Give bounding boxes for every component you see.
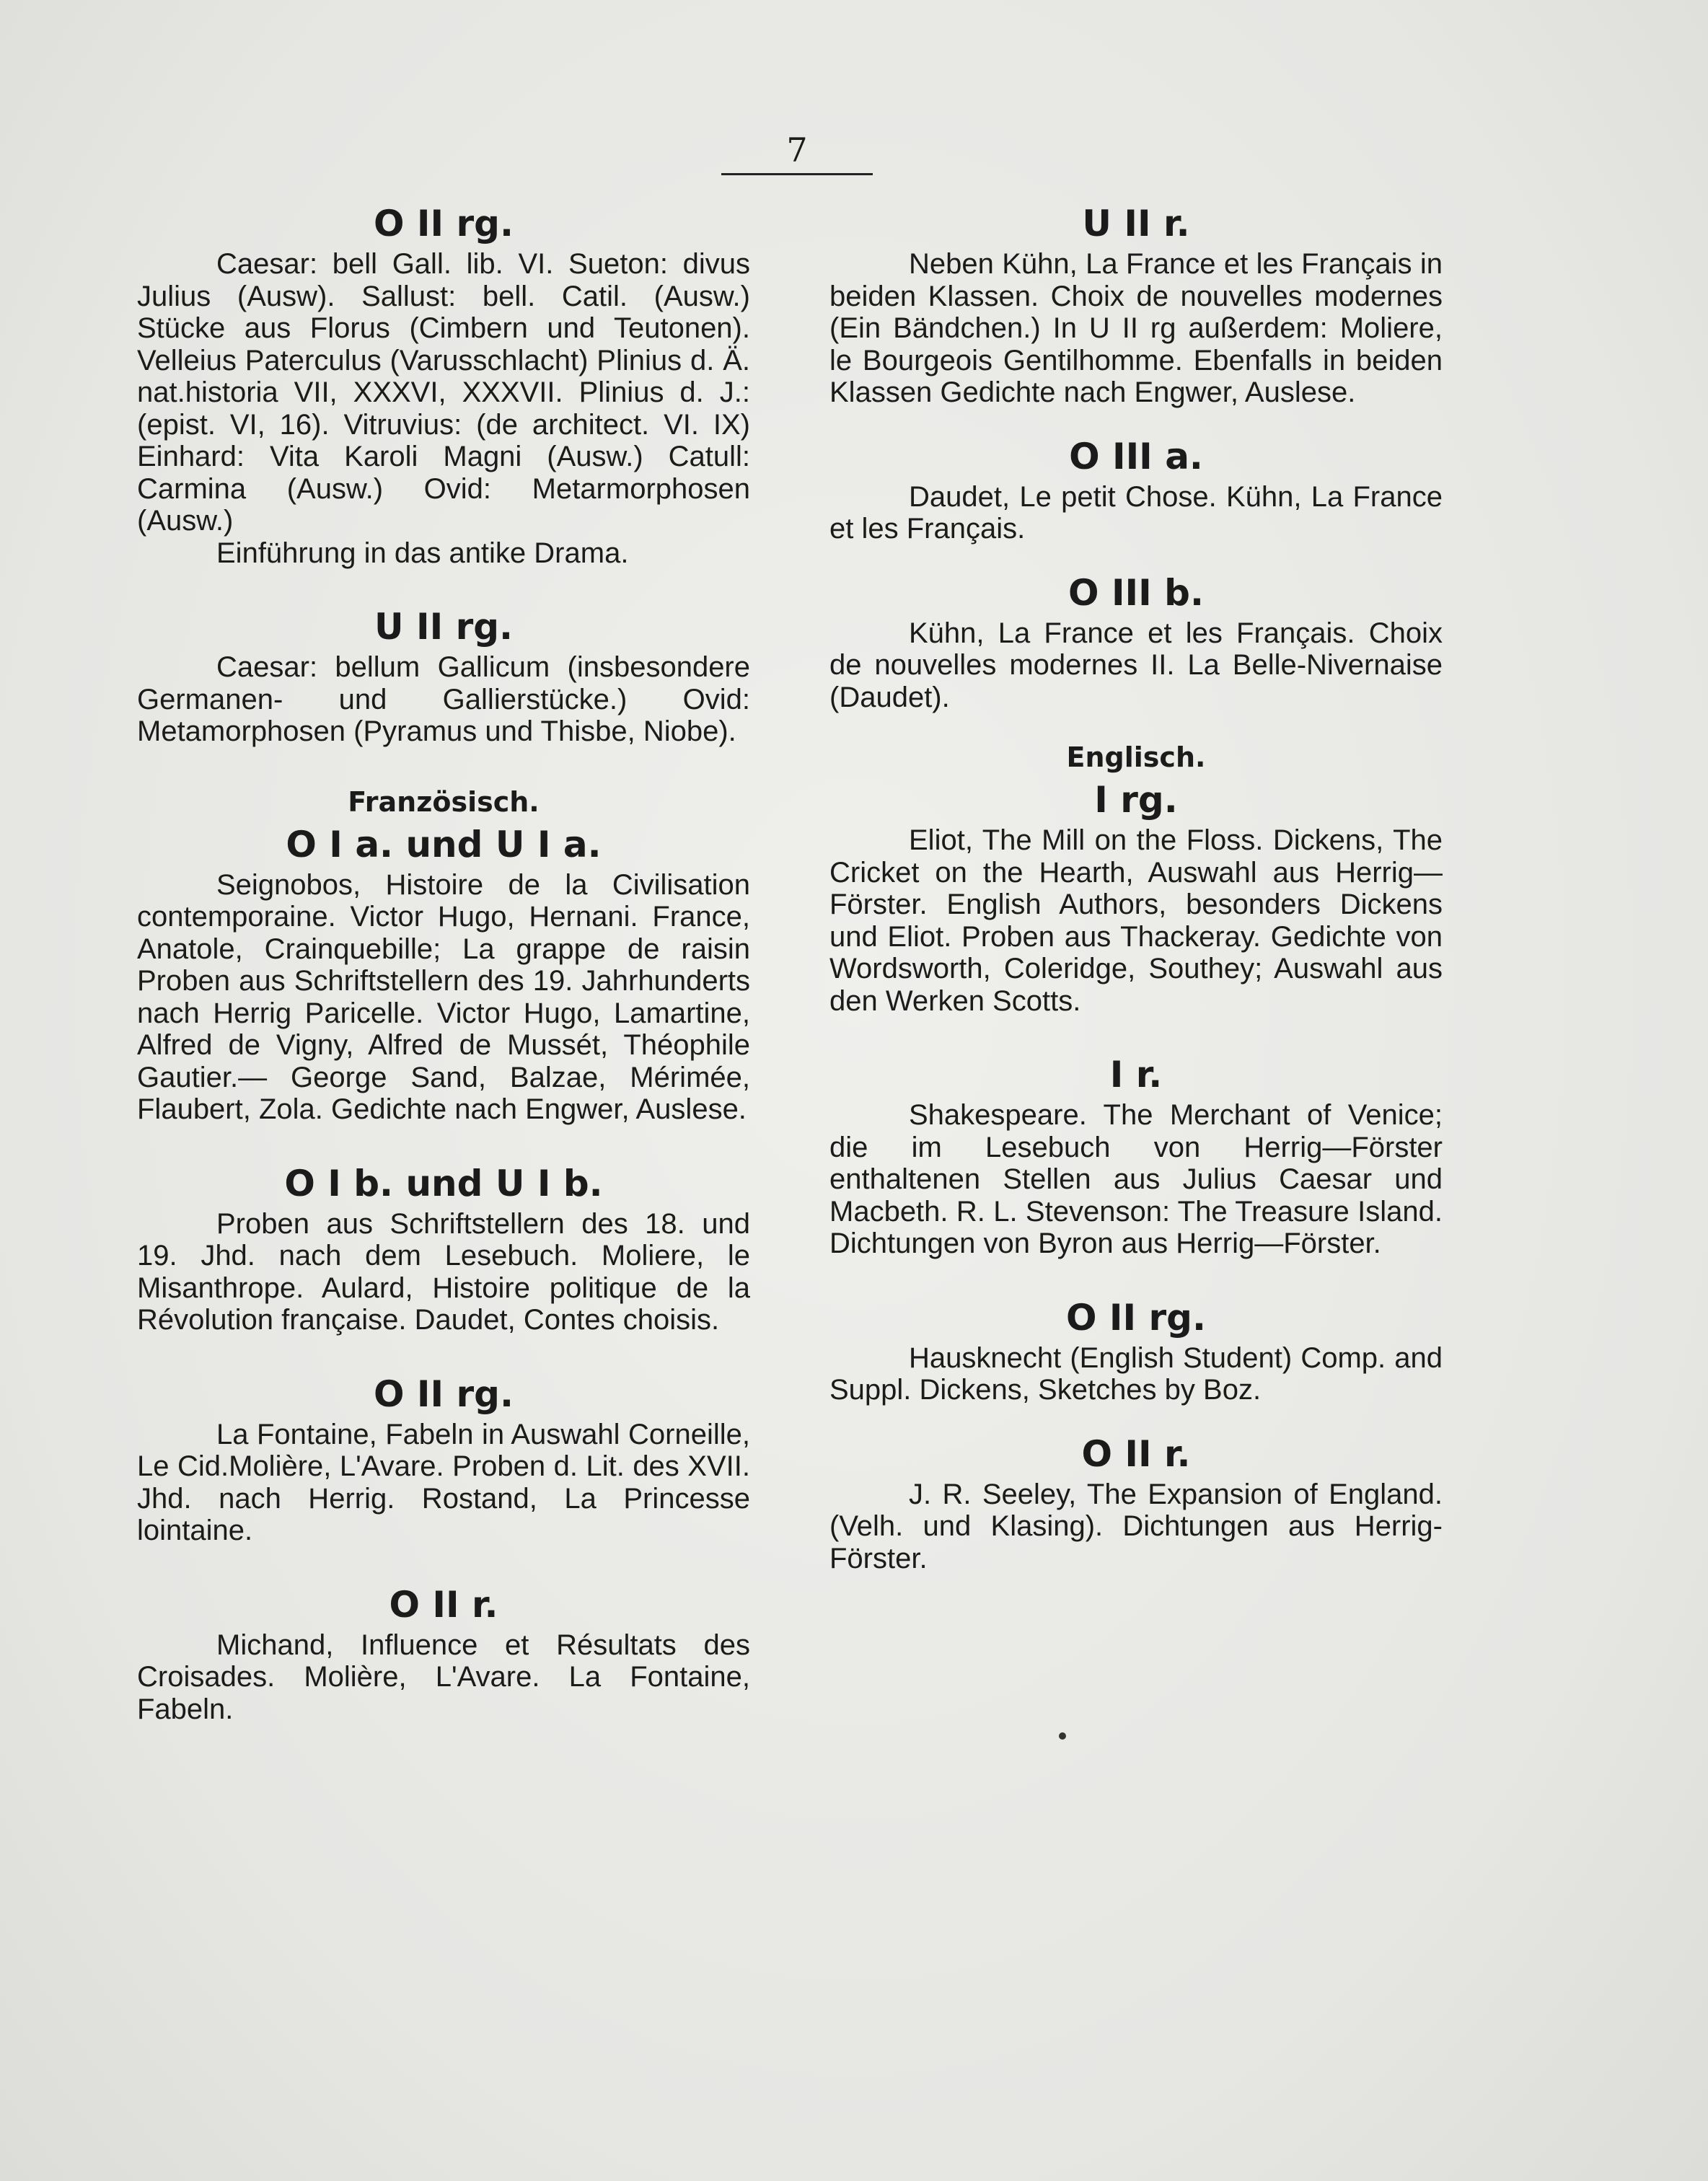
section-i-r [829, 1053, 1443, 1260]
section-franzoesisch-o-i-a [137, 784, 750, 1126]
section-heading: O II rg. [374, 1373, 514, 1415]
subject-heading: Englisch. [1066, 741, 1206, 773]
section-heading: U II rg. [374, 606, 514, 648]
section-text: La Fontaine, Fabeln in Auswahl Corneille, Le Cid.Molière, L'Avare. Proben d. Lit. des XVII. Jhd. nach Herrig. Rostand, La Princesse lointaine. [137, 1418, 750, 1546]
section-text: Eliot, The Mill on the Floss. Dickens, The Cricket on the Hearth, Auswahl aus Herrig—Förster. English Authors, besonders Dickens und Eliot. Proben aus Thackeray. Gedichte von Wordsworth, Coleridge, Southey; Auswahl aus den Werken Scotts. [829, 824, 1443, 1017]
section-text: J. R. Seeley, The Expansion of England. (Velh. und Klasing). Dichtungen aus Herrig-Förster. [829, 1478, 1443, 1574]
section-heading: I rg. [1094, 779, 1178, 821]
section-text: Kühn, La France et les Français. Choix de nouvelles modernes II. La Belle-Nivernaise (Daudet). [829, 617, 1443, 713]
section-text: Seignobos, Histoire de la Civilisation contemporaine. Victor Hugo, Hernani. France, Anatole, Crainquebille; La grappe de raisin Proben aus Schriftstellern des 19. Jahrhunderts nach Herrig Paricelle. Victor Hugo, Lamartine, Alfred de Vigny, Alfred de Mussét, Théophile Gautier.— George Sand, Balzae, Mérimée, Flaubert, Zola. Gedichte nach Engwer, Auslese. [137, 868, 750, 1125]
section-o-i-b [137, 1162, 750, 1336]
section-latin-o-ii-rg [137, 202, 750, 569]
section-heading: O I a. und U I a. [286, 823, 602, 865]
section-o-ii-r-french [137, 1583, 750, 1726]
section-text: Hausknecht (English Student) Comp. and Suppl. Dickens, Sketches by Boz. [829, 1341, 1443, 1406]
section-heading: O II r. [1081, 1432, 1191, 1475]
section-latin-u-ii-rg [137, 605, 750, 748]
section-heading: O III a. [1069, 435, 1203, 477]
section-text: Einführung in das antike Drama. [216, 537, 629, 569]
section-heading: O II r. [389, 1583, 498, 1626]
section-heading: I r. [1109, 1054, 1163, 1096]
section-text: Neben Kühn, La France et les Français in beiden Klassen. Choix de nouvelles modernes (Ein Bändchen.) In U II rg außerdem: Moliere, le Bourgeois Gentilhomme. Ebenfalls in beiden Klassen Gedichte nach Engwer, Auslese. [829, 248, 1443, 408]
right-column [829, 202, 1443, 1574]
section-o-ii-r-english [829, 1432, 1443, 1575]
page-number: 7 [786, 131, 808, 169]
page-number-rule [721, 173, 873, 175]
section-text: Michand, Influence et Résultats des Croisades. Molière, L'Avare. La Fontaine, Fabeln. [137, 1629, 750, 1725]
section-text: Caesar: bellum Gallicum (insbesondere Germanen- und Gallierstücke.) Ovid: Metamorphosen (Pyramus und Thisbe, Niobe). [137, 651, 750, 747]
section-o-iii-b [829, 571, 1443, 714]
section-o-iii-a [829, 435, 1443, 545]
left-column [137, 202, 750, 1725]
section-englisch-i-rg [829, 739, 1443, 1017]
section-text: Proben aus Schriftstellern des 18. und 19. Jhd. nach dem Lesebuch. Moliere, le Misanthrope. Aulard, Histoire politique de la Révolution française. Daudet, Contes choisis. [137, 1207, 750, 1336]
section-heading: O II rg. [374, 203, 514, 244]
section-text: Shakespeare. The Merchant of Venice; die im Lesebuch von Herrig—Förster enthaltenen Stellen aus Julius Caesar und Macbeth. R. L. Stevenson: The Treasure Island. Dichtungen von Byron aus Herrig—Förster. [829, 1099, 1443, 1259]
subject-heading: Französisch. [348, 785, 540, 818]
ink-speck [1059, 1732, 1066, 1740]
section-text: Daudet, Le petit Chose. Kühn, La France et les Français. [829, 480, 1443, 545]
section-heading: U II r. [1082, 203, 1190, 244]
section-heading: O II rg. [1066, 1296, 1206, 1339]
section-u-ii-r [829, 202, 1443, 409]
section-o-ii-rg-english [829, 1296, 1443, 1406]
section-heading: O I b. und U I b. [284, 1162, 603, 1204]
section-o-ii-rg-french [137, 1373, 750, 1547]
section-heading: O III b. [1068, 571, 1204, 614]
section-text: Caesar: bell Gall. lib. VI. Sueton: divus Julius (Ausw). Sallust: bell. Catil. (Ausw.) Stücke aus Florus (Cimbern und Teutonen). Velleius Paterculus (Varusschlacht) Plinius d. Ä. nat.historia VII, XXXVI, XXXVII. Plinius d. J.: (epist. VI, 16). Vitruvius: (de architect. VI. IX) Einhard: Vita Karoli Magni (Ausw.) Catull: Carmina (Ausw.) Ovid: Metarmorphosen (Ausw.) [137, 248, 750, 537]
